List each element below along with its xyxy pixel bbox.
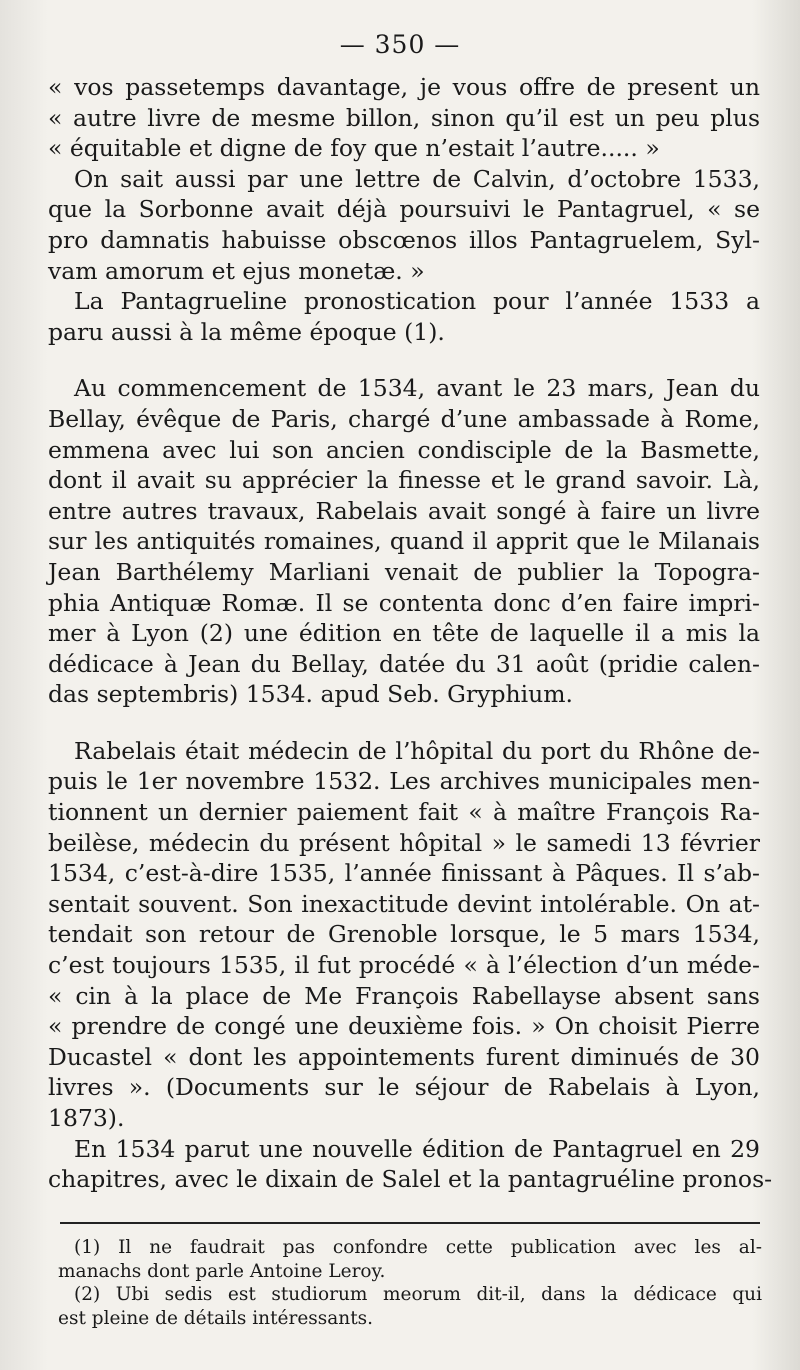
text-line: phia Antiquæ Romæ. Il se contenta donc d’en faire impri-	[48, 588, 760, 617]
paragraph	[48, 1134, 773, 1195]
text-line: « cin à la place de Me François Rabellayse absent sans	[48, 981, 760, 1010]
footnote-line: (1) Il ne faudrait pas confondre cette publication avec les al-	[74, 1237, 762, 1258]
paragraph	[48, 736, 760, 1134]
text-line: emmena avec lui son ancien condisciple de la Basmette,	[48, 435, 760, 464]
paragraph	[48, 373, 760, 710]
body-text	[48, 72, 773, 1195]
paragraph-spacer	[48, 347, 760, 373]
footnote-line: manachs dont parle Antoine Leroy.	[58, 1260, 386, 1282]
footnotes	[58, 1236, 762, 1330]
text-line: « prendre de congé une deuxième fois. » On choisit Pierre	[48, 1012, 760, 1041]
page-number: — 350 —	[339, 30, 461, 59]
footnote	[58, 1283, 762, 1330]
footnote-line: est pleine de détails intéressants.	[58, 1307, 374, 1329]
text-line: « autre livre de mesme billon, sinon qu’il est un peu plus	[48, 103, 760, 132]
page-number-value: 350	[374, 30, 426, 59]
paragraph	[48, 72, 760, 164]
text-line: Bellay, évêque de Paris, chargé d’une ambassade à Rome,	[48, 404, 760, 433]
paragraph	[48, 286, 760, 347]
footnote-separator-rule	[60, 1222, 760, 1224]
text-line: beilèse, médecin du présent hôpital » le samedi 13 février	[48, 828, 760, 857]
paragraph-spacer	[48, 710, 760, 736]
text-line: Rabelais était médecin de l’hôpital du port du Rhône de-	[74, 736, 760, 765]
text-line: das septembris) 1534. apud Seb. Gryphium.	[48, 680, 574, 709]
text-line: Ducastel « dont les appointements furent diminués de 30	[48, 1042, 760, 1071]
footnote	[58, 1236, 762, 1283]
text-line: dont il avait su apprécier la finesse et le grand savoir. Là,	[48, 466, 760, 495]
text-line: En 1534 parut une nouvelle édition de Pantagruel en 29	[74, 1134, 760, 1163]
text-line: sentait souvent. Son inexactitude devint intolérable. On at-	[48, 889, 760, 918]
text-line: mer à Lyon (2) une édition en tête de laquelle il a mis la	[48, 619, 760, 648]
text-line: On sait aussi par une lettre de Calvin, d’octobre 1533,	[74, 164, 760, 193]
text-line: tendait son retour de Grenoble lorsque, le 5 mars 1534,	[48, 920, 760, 949]
text-line: dédicace à Jean du Bellay, datée du 31 août (pridie calen-	[48, 649, 760, 678]
text-line: « équitable et digne de foy que n’estait l’autre..... »	[48, 134, 660, 163]
text-line: chapitres, avec le dixain de Salel et la pantagruéline pronos-	[48, 1165, 773, 1194]
text-line: « vos passetemps davantage, je vous offre de present un	[48, 73, 760, 101]
text-line: entre autres travaux, Rabelais avait songé à faire un livre	[48, 496, 760, 525]
text-line: Au commencement de 1534, avant le 23 mars, Jean du	[74, 374, 760, 403]
text-line: sur les antiquités romaines, quand il apprit que le Milanais	[48, 527, 760, 556]
text-line: paru aussi à la même époque (1).	[48, 317, 445, 346]
text-line: livres ». (Documents sur le séjour de Rabelais à Lyon,	[48, 1073, 760, 1102]
text-line: puis le 1er novembre 1532. Les archives municipales men-	[48, 767, 760, 796]
text-line: pro damnatis habuisse obscœnos illos Pantagruelem, Syl-	[48, 225, 760, 254]
text-line: 1534, c’est-à-dire 1535, l’année finissant à Pâques. Il s’ab-	[48, 859, 760, 888]
text-line: 1873).	[48, 1104, 125, 1132]
text-line: que la Sorbonne avait déjà poursuivi le Pantagruel, « se	[48, 195, 760, 224]
text-line: Jean Barthélemy Marliani venait de publier la Topogra-	[48, 557, 760, 586]
text-line: c’est toujours 1535, il fut procédé « à l’élection d’un méde-	[48, 951, 760, 980]
text-line: tionnent un dernier paiement fait « à maître François Ra-	[48, 798, 760, 827]
text-line: vam amorum et ejus monetæ. »	[48, 256, 425, 285]
footnote-line: (2) Ubi sedis est studiorum meorum dit-il, dans la dédicace qui	[74, 1284, 762, 1305]
paragraph	[48, 164, 760, 286]
text-line: La Pantagrueline pronostication pour l’année 1533 a	[74, 287, 760, 316]
